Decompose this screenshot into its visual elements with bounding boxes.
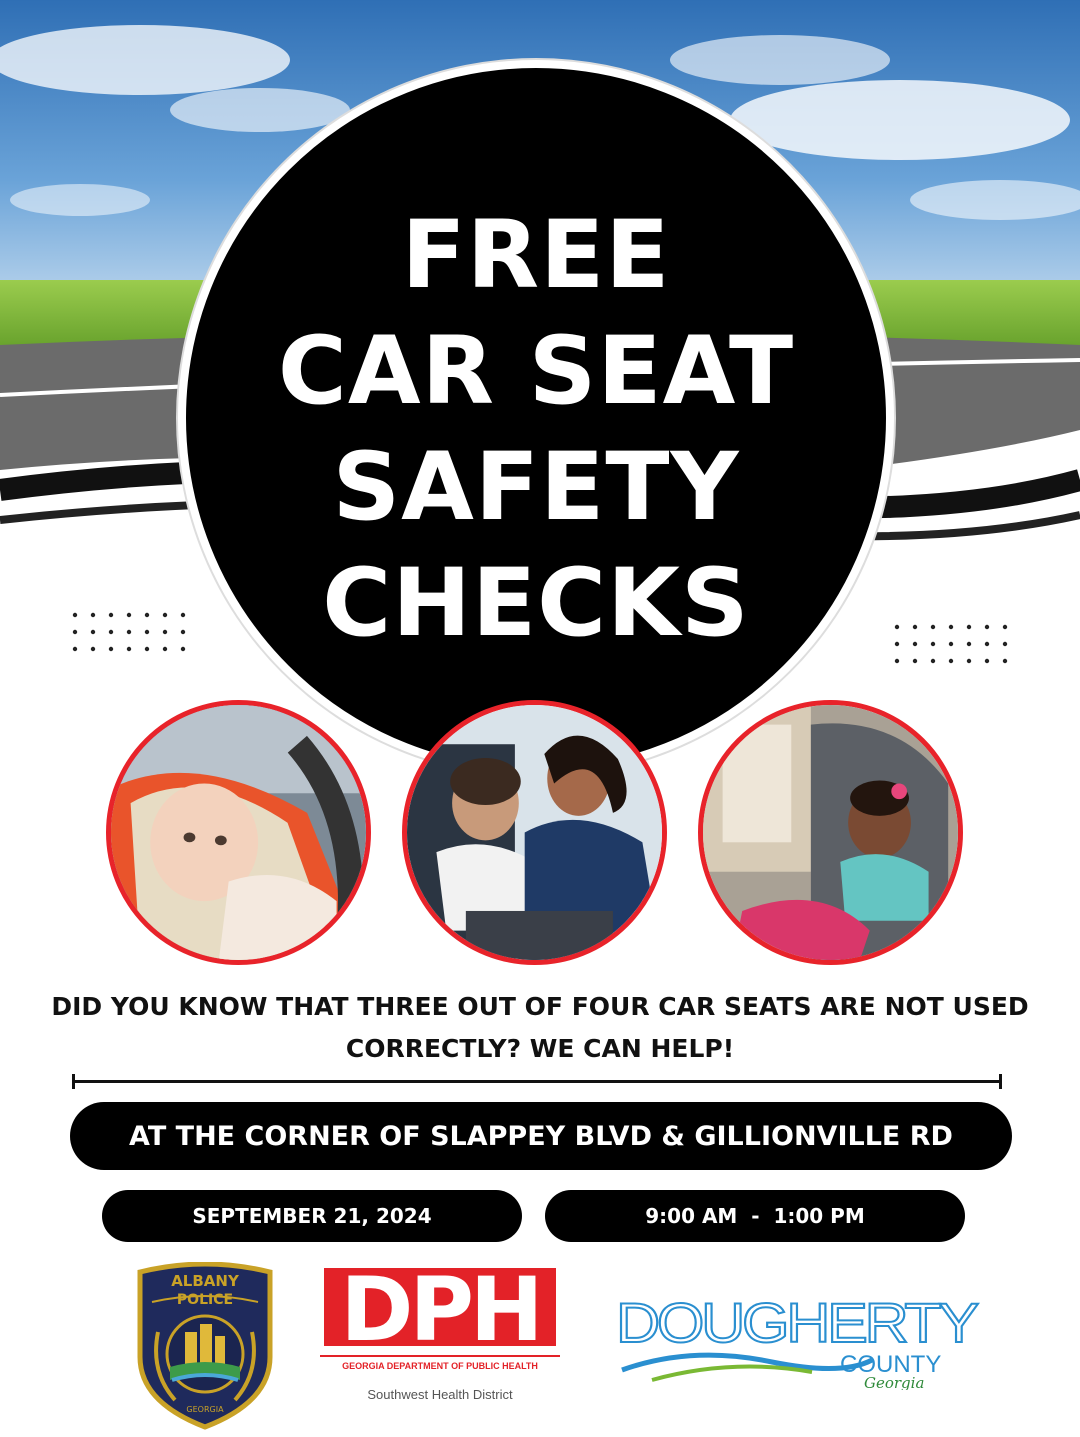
title-line-2: CAR SEAT: [277, 317, 795, 426]
dot-grid-left: [70, 610, 190, 665]
title-line-4: CHECKS: [322, 549, 750, 658]
date-banner: [102, 1190, 522, 1242]
dph-letters: DPH: [340, 1268, 540, 1348]
divider-line: [72, 1080, 1002, 1083]
infant-car-seat-photo: [106, 700, 371, 965]
time-banner: [545, 1190, 965, 1242]
location-text: AT THE CORNER OF SLAPPEY BLVD & GILLIONVILLE RD: [129, 1120, 953, 1152]
dougherty-name: DOUGHERTY: [616, 1291, 979, 1354]
title-line-1: FREE: [401, 201, 671, 310]
dph-letters-graphic: [320, 1268, 560, 1348]
police-badge-top-text: ALBANY: [171, 1272, 239, 1290]
dph-agency-name: GEORGIA DEPARTMENT OF PUBLIC HEALTH: [320, 1355, 560, 1371]
time-text: 9:00 AM - 1:00 PM: [645, 1204, 865, 1228]
mother-buckling-toddler-photo: [402, 700, 667, 965]
dph-logo: [320, 1268, 560, 1402]
police-badge-bottom-text: GEORGIA: [186, 1405, 224, 1414]
dougherty-state-text: Georgia: [864, 1374, 925, 1390]
title-line-3: SAFETY: [332, 433, 740, 542]
dougherty-county-logo: [612, 1290, 982, 1390]
title-circle: [178, 60, 894, 776]
albany-police-badge-logo: [130, 1262, 280, 1437]
dot-grid-right: [892, 622, 1012, 677]
location-banner: [70, 1102, 1012, 1170]
date-text: SEPTEMBER 21, 2024: [192, 1204, 432, 1228]
dph-district-name: Southwest Health District: [367, 1387, 513, 1402]
dougherty-county-text: COUNTY: [840, 1351, 942, 1378]
safety-question-text: DID YOU KNOW THAT THREE OUT OF FOUR CAR SEATS ARE NOT USED CORRECTLY? WE CAN HELP!: [51, 992, 1029, 1063]
toddler-booster-seat-photo: [698, 700, 963, 965]
police-badge-middle-text: POLICE: [176, 1292, 234, 1308]
